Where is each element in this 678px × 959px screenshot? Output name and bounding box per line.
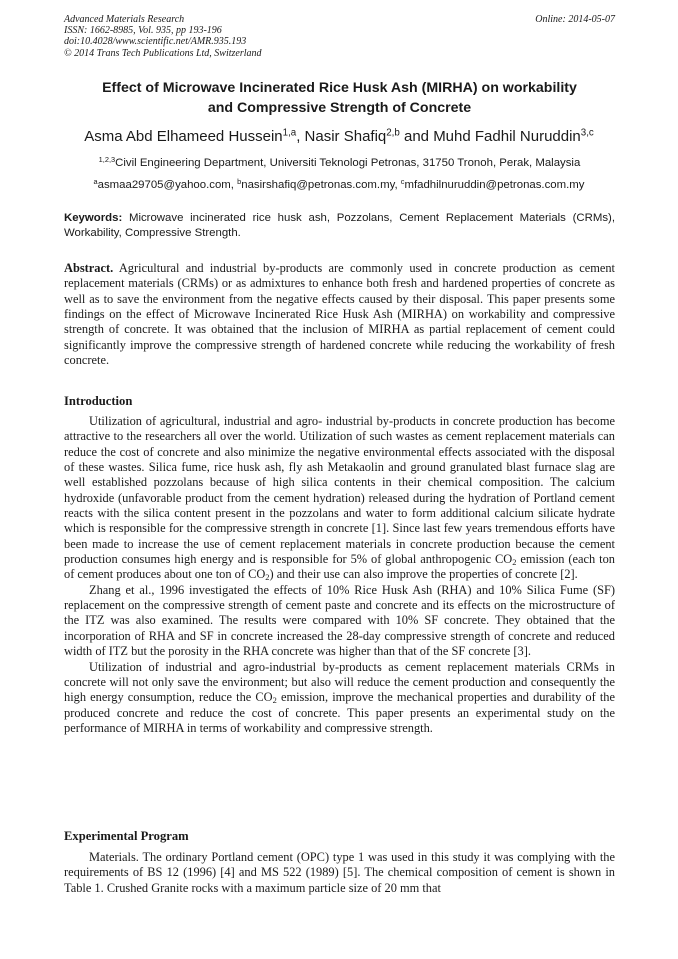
email-address: asmaa29705@yahoo.com (97, 179, 231, 191)
author-name: Asma Abd Elhameed Hussein (84, 128, 283, 145)
affiliation-superscript: 1,2,3 (98, 154, 116, 164)
introduction-heading: Introduction (64, 394, 133, 408)
email-superscript: b (237, 176, 242, 186)
introduction-body (64, 414, 615, 736)
abstract-block (64, 261, 615, 368)
author-superscript: 1,a (282, 127, 297, 139)
paragraph: Materials. The ordinary Portland cement (OPC) type 1 was used in this study it was complying with the requirements of BS 12 (1996) [4] and MS 522 (1989) [5]. The chemical composition of cement is shown in Table 1. Crushed Granite rocks with a maximum particle size of 20 mm that (64, 850, 615, 895)
author-superscript: 3,c (580, 127, 594, 139)
paragraph-text: emission (each ton of cement produces about one ton of CO (64, 552, 615, 582)
paragraph: Zhang et al., 1996 investigated the effects of 10% Rice Husk Ash (RHA) and 10% Silica Fume (SF) replacement on the compressive strength of cement paste and concrete and its effects on the microstructure of the ITZ was also examined. The results were compared with 10% SF concrete. They obtained that the incorporation of RHA and SF in concrete increased the 28-day compressive strength of concrete and reduced width of ITZ but the porosity in the RHA concrete was higher than that of the SF concrete [3]. (64, 582, 615, 659)
email-address: mfadhilnuruddin@petronas.com.my (404, 179, 585, 191)
email-superscript: c (400, 176, 405, 186)
paragraph (64, 414, 615, 583)
journal-issn: ISSN: 1662-8985, Vol. 935, pp 193-196 (64, 25, 222, 37)
email-address: nasirshafiq@petronas.com.my (241, 179, 395, 191)
subscript: 2 (512, 557, 517, 568)
author-name: Nasir Shafiq (304, 128, 387, 145)
email-list (50, 177, 628, 193)
paragraph-text: emission, improve the mechanical properties and durability of the produced concrete and reduce the cost of concrete. This paper presents an experimental study on the performance of MIRHA in terms of workability and compressive strength. (64, 690, 615, 735)
keywords-label: Keywords: (64, 212, 123, 224)
paragraph-text: Utilization of industrial and agro-industrial by-products as cement replacement materials CRMs in concrete will not only save the environment; but also will reduce the cement production and consequently the high energy consumption, reduce the CO (64, 659, 615, 705)
experimental-body (64, 850, 615, 896)
online-date: Online: 2014-05-07 (535, 14, 615, 25)
paper-title (64, 78, 615, 118)
author-separator: and (399, 128, 434, 145)
title-line-2: and Compressive Strength of Concrete (207, 100, 472, 116)
affiliation-text: Civil Engineering Department, Universiti Teknologi Petronas, 31750 Tronoh, Perak, Malaysia (115, 157, 581, 169)
title-line-1: Effect of Microwave Incinerated Rice Husk Ash (MIRHA) on workability (102, 80, 577, 96)
email-superscript: a (93, 176, 98, 186)
author-name: Muhd Fadhil Nuruddin (433, 128, 581, 145)
experimental-heading: Experimental Program (64, 829, 189, 843)
keywords-text: Microwave incinerated rice husk ash, Pozzolans, Cement Replacement Materials (CRMs), Workability, Compressive Strength. (64, 212, 615, 239)
journal-doi: doi:10.4028/www.scientific.net/AMR.935.193 (64, 36, 247, 48)
email-separator: , (230, 179, 238, 191)
journal-copyright: © 2014 Trans Tech Publications Ltd, Switzerland (64, 47, 262, 59)
keywords-block (64, 211, 615, 241)
author-separator: , (296, 128, 305, 145)
paragraph-text: ) and their use can also improve the properties of concrete [2]. (269, 567, 578, 582)
affiliation (64, 155, 615, 171)
paragraph-text: Utilization of agricultural, industrial and agro- industrial by-products in concrete production has become attractive to the researchers all over the world. Utilization of such wastes as cement replacement materials can reduce the cost of concrete and also minimize the negative environmental effects associated with the disposal of these wastes. Silica fume, rice husk ash, fly ash Metakaolin and ground granulated blast furnace slag are well established pozzolans because of high silica contents in their chemical composition. The calcium hydroxide (unfavorable product from the cement hydration) released during the hydration of Portland cement reacts with the silica content present in the pozzolans and water to form additional calcium silicate hydrate which is responsible for the compressive strength in concrete [1]. Since last few years tremendous efforts have been made to increase the use of cement replacement materials in concrete production because the cement production consumes high energy and is responsible for 5% of global anthropogenic CO (64, 414, 615, 567)
author-superscript: 2,b (386, 127, 400, 139)
subscript: 2 (272, 695, 277, 706)
email-separator: , (394, 179, 401, 191)
subscript: 2 (265, 572, 270, 583)
journal-name: Advanced Materials Research (64, 14, 185, 25)
journal-header (64, 14, 615, 59)
author-list (50, 127, 628, 147)
abstract-label: Abstract. (64, 261, 114, 275)
abstract-text: Agricultural and industrial by-products are commonly used in concrete production as cement replacement materials (CRMs) or as admixtures to enhance both fresh and hardened properties of concrete as well as to save the environment from the negative effects caused by their disposal. This paper presents some findings on the effect of Microwave Incinerated Rice Husk Ash (MIRHA) on workability and compressive strength of concrete. It was obtained that the inclusion of MIRHA as partial replacement of cement could significantly improve the compressive strength of hardened concrete while reducing the workability of fresh concrete. (64, 261, 615, 368)
paragraph (64, 660, 615, 737)
